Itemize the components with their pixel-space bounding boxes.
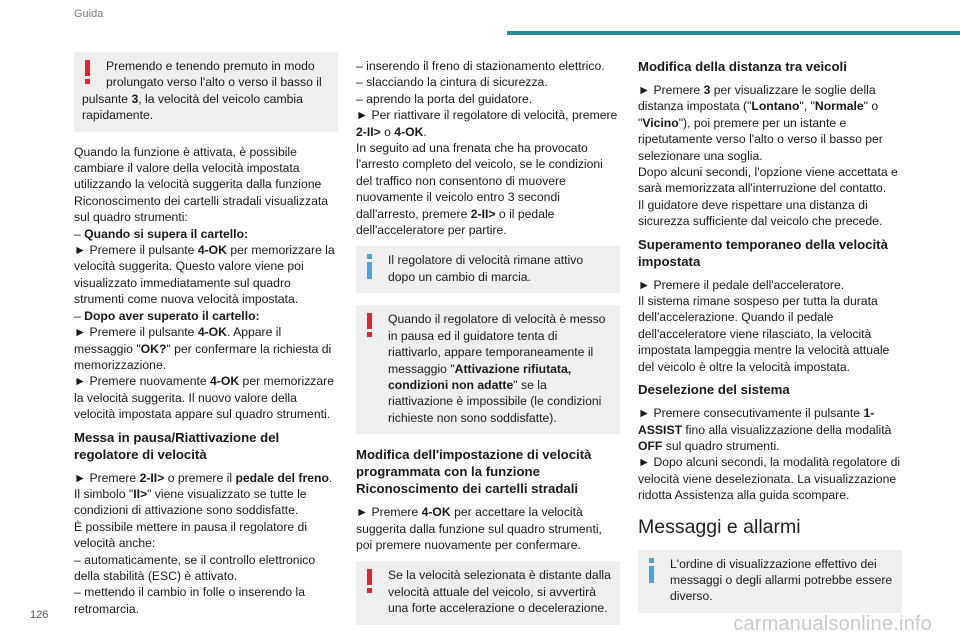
info-icon — [366, 254, 374, 284]
paragraph: ► Premere il pedale dell'acceleratore. — [638, 277, 845, 292]
paragraph: ► Premere nuovamente 4-OK per memorizzare la velocità suggerita. Il nuovo valore della velocità impostata appare sul quadro strumenti. — [74, 374, 334, 422]
warning-note — [74, 52, 338, 132]
note-text: Se la velocità selezionata è distante dalla velocità attuale del veicolo, si avvertirà una forte accelerazione o decelerazione. — [388, 568, 611, 616]
paragraph: ► Premere 3 per visualizzare le soglie della distanza impostata ("Lontano", "Normale" o "Vicino"), poi premere per un istante e ripetutamente verso l'alto o verso il basso per selezionare una soglia. — [638, 83, 883, 163]
header-title: Guida — [74, 8, 104, 20]
paragraph: – inserendo il freno di stazionamento elettrico. — [356, 59, 605, 73]
note-text: Quando il regolatore di velocità è messo in pausa ed il guidatore tenta di riattivarlo, appare temporaneamente il messaggio "Attivazione rifiutata, condizioni non adatte" se la riattivazione è impossibile (le condizioni richieste non sono soddisfatte). — [388, 312, 606, 425]
warning-note — [356, 305, 620, 434]
paragraph: – aprendo la porta del guidatore. — [356, 91, 533, 106]
note-text: pulsante 3, la velocità del veicolo cambia rapidamente. — [82, 91, 303, 123]
note-text: L'ordine di visualizzazione effettivo dei messaggi o degli allarmi potrebbe essere diverso. — [670, 556, 893, 604]
warning-icon — [366, 569, 374, 599]
paragraph: Dopo alcuni secondi, l'opzione viene accettata e sarà memorizzata all'interruzione del contatto. — [638, 165, 898, 196]
column-2 — [356, 58, 620, 637]
section-heading: Superamento temporaneo della velocità impostata — [638, 236, 888, 269]
paragraph: ► Dopo alcuni secondi, la modalità regolatore di velocità viene deselezionata. La visualizzazione ridotta Assistenza alla guida scompare. — [638, 455, 901, 503]
section-heading: Deselezione del sistema — [638, 382, 790, 398]
column-1 — [74, 55, 338, 617]
paragraph: – Quando si supera il cartello: — [74, 226, 249, 241]
info-icon — [648, 558, 656, 588]
paragraph: – slacciando la cintura di sicurezza. — [356, 75, 548, 90]
paragraph: ► Premere consecutivamente il pulsante 1-ASSIST fino alla visualizzazione della modalità OFF sul quadro strumenti. — [638, 406, 892, 453]
section-heading: Modifica della distanza tra veicoli — [638, 59, 847, 74]
page-number: 126 — [30, 609, 49, 621]
paragraph: In seguito ad una frenata che ha provocato l'arresto completo del veicolo, se le condizioni del traffico non consentono di muovere nuovamente il veicolo entro 3 secondi dall'arresto, premere 2-II> o il pedale dell'acceleratore per partire. — [356, 141, 603, 238]
note-text: Il regolatore di velocità rimane attivo dopo un cambio di marcia. — [388, 253, 584, 284]
paragraph: Quando la funzione è attivata, è possibile cambiare il valore della velocità impostata utilizzando la velocità suggerita dalla funzione Riconoscimento dei cartelli stradali visualizzata sul quadro strumenti: — [74, 144, 329, 225]
section-heading: Messa in pausa/Riattivazione del regolatore di velocità — [74, 429, 280, 462]
paragraph: – mettendo il cambio in folle o inserendo la retromarcia. — [74, 585, 306, 616]
paragraph: Il simbolo "II>" viene visualizzato se tutte le condizioni di attivazione sono soddisfatte. — [74, 486, 307, 518]
note-text: Premendo e tenendo premuto in modo prolungato verso l'alto o verso il basso il — [106, 59, 322, 90]
paragraph: ► Per riattivare il regolatore di velocità, premere 2-II> o 4-OK. — [356, 108, 618, 139]
info-note — [356, 246, 620, 293]
info-note — [638, 550, 902, 613]
paragraph: ► Premere 4-OK per accettare la velocità suggerita dalla funzione sul quadro strumenti, poi premere nuovamente per confermare. — [356, 505, 602, 552]
paragraph: ► Premere il pulsante 4-OK per memorizzare la velocità suggerita. Questo valore viene poi visualizzato immediatamente sul quadro strumenti come nuova velocità impostata. — [74, 243, 335, 307]
warning-icon — [366, 313, 374, 343]
section-heading: Modifica dell'impostazione di velocità programmata con la funzione Riconoscimento dei cartelli stradali — [356, 447, 592, 497]
warning-note — [356, 561, 620, 624]
paragraph: ► Premere 2-II> o premere il pedale del freno. — [74, 470, 333, 485]
paragraph: È possibile mettere in pausa il regolatore di velocità anche: — [74, 519, 308, 551]
header-accent-bar — [507, 31, 960, 35]
paragraph: – Dopo aver superato il cartello: — [74, 308, 260, 323]
paragraph: Il guidatore deve rispettare una distanza di sicurezza sufficiente dal veicolo che precede. — [638, 197, 883, 229]
paragraph: Il sistema rimane sospeso per tutta la durata dell'accelerazione. Quando il pedale dell'acceleratore viene rilasciato, la velocità impostata lampeggia mentre la velocità attuale del veicolo è oltre la velocità impostata. — [638, 294, 890, 374]
paragraph: – automaticamente, se il controllo elettronico della stabilità (ESC) è attivato. — [74, 552, 316, 583]
watermark: carmanualsonline.info — [733, 613, 932, 635]
warning-icon — [84, 60, 92, 90]
page-section-title: Messaggi e allarmi — [638, 515, 801, 538]
paragraph: ► Premere il pulsante 4-OK. Appare il messaggio "OK?" per confermare la richiesta di memorizzazione. — [74, 325, 332, 372]
column-3 — [638, 58, 902, 625]
